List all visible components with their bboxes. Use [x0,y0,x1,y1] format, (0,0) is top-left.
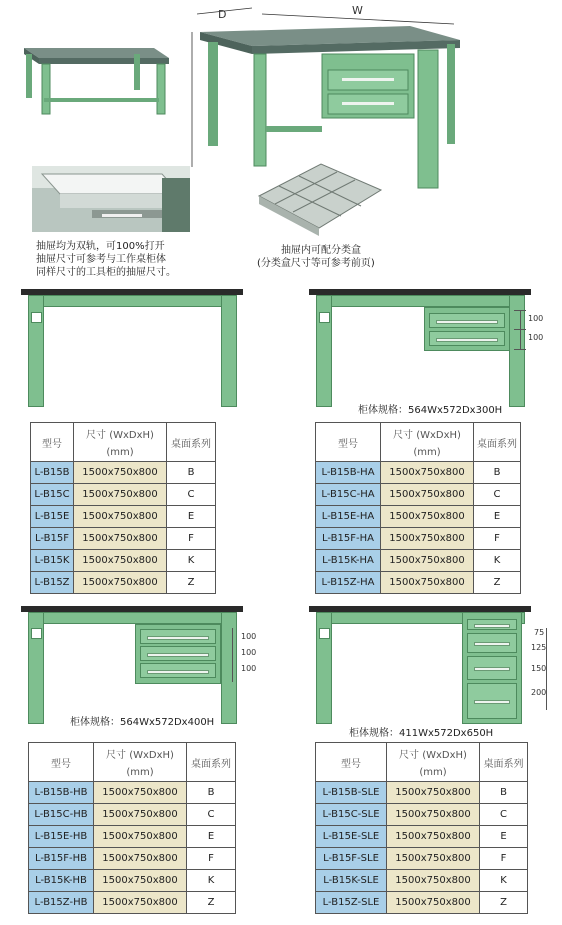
table-row [316,506,521,528]
size-cell: 1500x750x800 [94,782,187,804]
drawer-cabinet [424,307,510,351]
table-row [31,462,216,484]
drawer-height-label: 75 [534,628,545,637]
drawer-caption-line-2: 抽屉尺寸可参考与工作桌柜体 [36,254,166,265]
model-cell: L-B15E-SLE [316,826,387,848]
right-leg [221,295,237,407]
dimension-d-label: D [218,8,227,21]
size-cell: 1500x750x800 [381,572,474,594]
size-cell: 1500x750x800 [381,528,474,550]
col-header-unit: (mm) [387,763,480,782]
drawer [140,629,216,644]
series-cell: C [474,484,521,506]
col-header-unit: (mm) [381,443,474,462]
apron [316,295,525,307]
size-cell: 1500x750x800 [74,550,167,572]
size-cell: 1500x750x800 [74,528,167,550]
series-cell: F [187,848,236,870]
model-cell: L-B15Z-HA [316,572,381,594]
tray-caption-line-2: (分类盒尺寸等可参考前页) [257,258,375,269]
series-cell: Z [187,892,236,914]
drawer-height-label: 200 [531,688,547,697]
model-cell: L-B15C [31,484,74,506]
table-row [29,848,236,870]
model-cell: L-B15Z [31,572,74,594]
series-cell: F [167,528,216,550]
table-row [316,572,521,594]
series-cell: K [167,550,216,572]
drawer [467,633,517,653]
model-cell: L-B15K-HA [316,550,381,572]
model-cell: L-B15K [31,550,74,572]
col-header-series: 桌面系列 [474,423,521,462]
model-cell: L-B15K-SLE [316,870,387,892]
series-cell: Z [480,892,528,914]
series-cell: C [167,484,216,506]
table-row [29,870,236,892]
table-row [316,528,521,550]
size-cell: 1500x750x800 [381,484,474,506]
model-cell: L-B15E [31,506,74,528]
table-row [316,484,521,506]
divider-tray-photo [255,160,383,240]
col-header-model: 型号 [316,743,387,782]
drawer-height-label: 125 [531,643,547,652]
model-cell: L-B15F-HB [29,848,94,870]
size-cell: 1500x750x800 [387,892,480,914]
model-cell: L-B15Z-SLE [316,892,387,914]
table-row [316,550,521,572]
table-row [31,528,216,550]
series-cell: E [480,826,528,848]
drawer [140,646,216,661]
size-cell: 1500x750x800 [387,870,480,892]
col-header-unit: (mm) [74,443,167,462]
drawer-height-label: 100 [528,314,544,323]
apron [28,295,237,307]
leg-label-mark [319,312,330,323]
col-header-model: 型号 [316,423,381,462]
size-cell: 1500x750x800 [381,550,474,572]
size-cell: 1500x750x800 [387,804,480,826]
size-cell: 1500x750x800 [94,848,187,870]
table-row [31,550,216,572]
drawer [140,663,216,678]
table-row [31,572,216,594]
series-cell: B [474,462,521,484]
spec-table-sle [315,742,528,914]
table-row [31,484,216,506]
model-cell: L-B15F-HA [316,528,381,550]
model-cell: L-B15F [31,528,74,550]
drawer-caption-line-3: 同样尺寸的工具柜的抽屉尺寸。 [36,267,176,278]
leg-label-mark [319,628,330,639]
table-row [316,782,528,804]
size-cell: 1500x750x800 [381,506,474,528]
size-cell: 1500x750x800 [387,826,480,848]
model-cell: L-B15C-HB [29,804,94,826]
table-row [316,892,528,914]
table-row [29,804,236,826]
model-cell: L-B15K-HB [29,870,94,892]
col-header-model: 型号 [31,423,74,462]
spec-table-hb [28,742,236,914]
size-cell: 1500x750x800 [381,462,474,484]
series-cell: K [480,870,528,892]
col-header-unit: (mm) [94,763,187,782]
table-row [29,892,236,914]
size-cell: 1500x750x800 [94,892,187,914]
drawer-cabinet [462,612,522,724]
leg-label-mark [31,628,42,639]
model-cell: L-B15C-SLE [316,804,387,826]
drawer-height-label: 100 [241,648,257,657]
model-cell: L-B15E-HA [316,506,381,528]
table-row [316,804,528,826]
series-cell: F [480,848,528,870]
col-header-series: 桌面系列 [480,743,528,782]
series-cell: B [480,782,528,804]
series-cell: E [187,826,236,848]
model-cell: L-B15B-HA [316,462,381,484]
model-cell: L-B15B [31,462,74,484]
drawer-height-label: 100 [241,664,257,673]
workbench-photo-small [14,38,174,118]
size-cell: 1500x750x800 [94,826,187,848]
cabinet-spec: 柜体规格：564Wx572Dx400H [70,717,215,728]
spec-table-ha [315,422,521,594]
model-cell: L-B15B-SLE [316,782,387,804]
col-header-size: 尺寸 (WxDxH) [387,743,480,764]
table-row [316,870,528,892]
drawer [429,331,505,346]
table-row [316,848,528,870]
size-cell: 1500x750x800 [74,462,167,484]
series-cell: E [474,506,521,528]
drawer-height-label: 100 [241,632,257,641]
series-cell: B [187,782,236,804]
drawer [467,619,517,630]
cabinet-spec: 柜体规格：411Wx572Dx650H [349,728,494,739]
cabinet-spec: 柜体规格：564Wx572Dx300H [358,405,503,416]
col-header-size: 尺寸 (WxDxH) [74,423,167,444]
spec-table-plain [30,422,216,594]
drawer-cabinet [135,624,221,684]
series-cell: K [474,550,521,572]
right-leg [509,295,525,407]
model-cell: L-B15C-HA [316,484,381,506]
col-header-series: 桌面系列 [167,423,216,462]
size-cell: 1500x750x800 [74,484,167,506]
size-cell: 1500x750x800 [74,506,167,528]
series-cell: Z [167,572,216,594]
size-cell: 1500x750x800 [94,804,187,826]
col-header-model: 型号 [29,743,94,782]
table-row [29,826,236,848]
table-row [29,782,236,804]
right-leg [221,612,237,724]
drawer [467,656,517,680]
col-header-series: 桌面系列 [187,743,236,782]
size-cell: 1500x750x800 [94,870,187,892]
drawer [467,683,517,719]
model-cell: L-B15F-SLE [316,848,387,870]
drawer-height-label: 100 [528,333,544,342]
series-cell: B [167,462,216,484]
series-cell: E [167,506,216,528]
drawer-height-label: 150 [531,664,547,673]
col-header-size: 尺寸 (WxDxH) [94,743,187,764]
model-cell: L-B15Z-HB [29,892,94,914]
drawer-rail-photo [32,166,190,232]
apron [28,612,237,624]
drawer-caption-line-1: 抽屉均为双轨，可100%打开 [36,241,165,252]
table-row [31,506,216,528]
size-cell: 1500x750x800 [387,848,480,870]
table-row [316,826,528,848]
tray-caption-line-1: 抽屉内可配分类盒 [281,245,361,256]
series-cell: F [474,528,521,550]
series-cell: K [187,870,236,892]
series-cell: C [480,804,528,826]
model-cell: L-B15E-HB [29,826,94,848]
col-header-size: 尺寸 (WxDxH) [381,423,474,444]
series-cell: C [187,804,236,826]
table-row [316,462,521,484]
drawer [429,313,505,328]
series-cell: Z [474,572,521,594]
model-cell: L-B15B-HB [29,782,94,804]
leg-label-mark [31,312,42,323]
size-cell: 1500x750x800 [74,572,167,594]
size-cell: 1500x750x800 [387,782,480,804]
dimension-w-label: W [352,4,363,17]
